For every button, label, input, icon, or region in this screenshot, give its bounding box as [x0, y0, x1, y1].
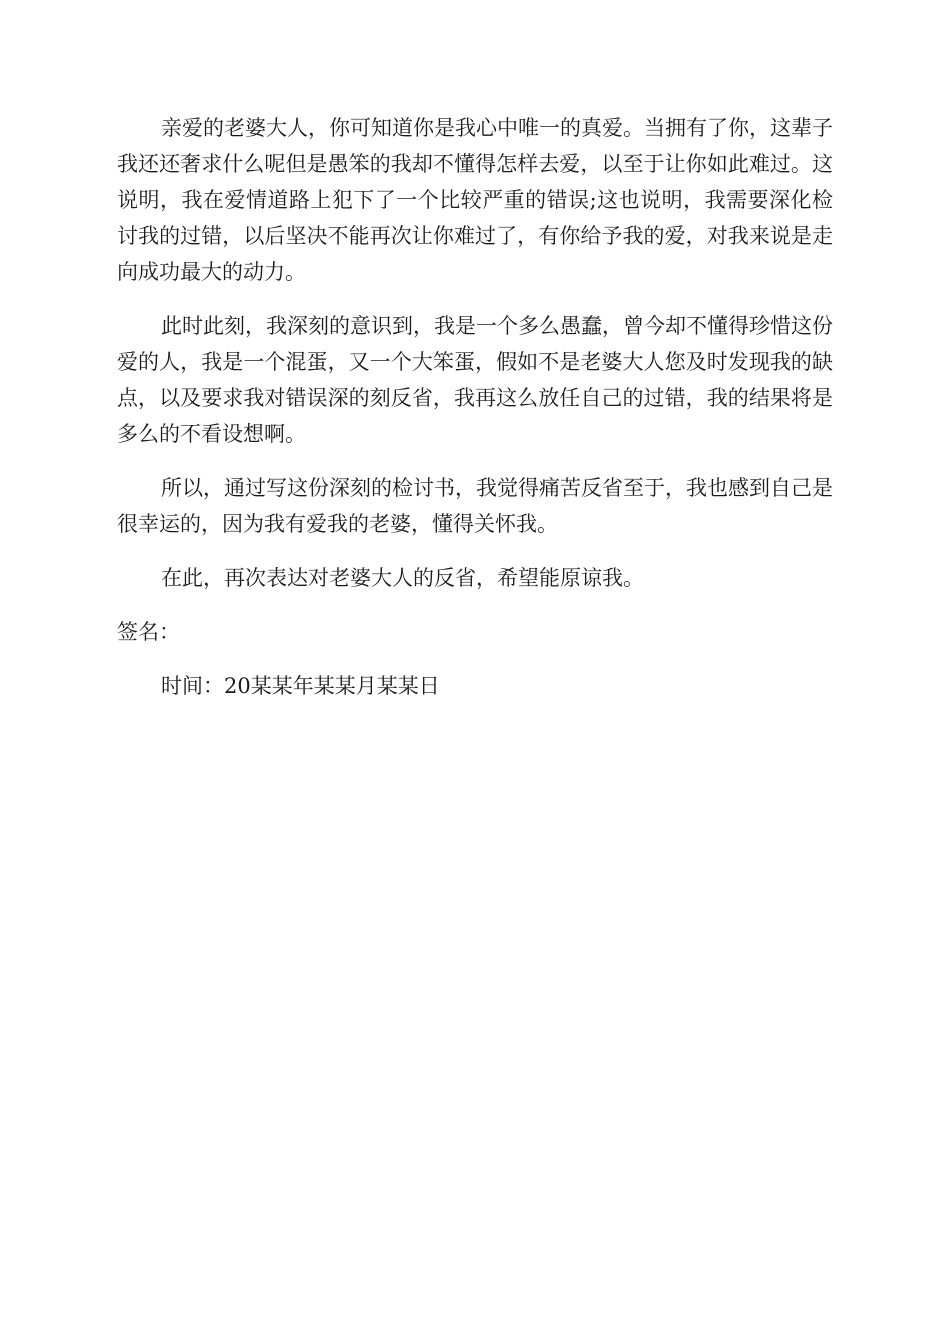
- paragraph-1: 亲爱的老婆大人，你可知道你是我心中唯一的真爱。当拥有了你，这辈子我还还奢求什么呢但是愚笨的我却不懂得怎样去爱，以至于让你如此难过。这说明，我在爱情道路上犯下了一个比较严重的错误;这也说明，我需要深化检讨我的过错，以后坚决不能再次让你难过了，有你给予我的爱，对我来说是走向成功最大的动力。: [117, 116, 833, 284]
- paragraph-2: 此时此刻，我深刻的意识到，我是一个多么愚蠢，曾今却不懂得珍惜这份爱的人，我是一个混蛋，又一个大笨蛋，假如不是老婆大人您及时发现我的缺点，以及要求我对错误深的刻反省，我再这么放任自己的过错，我的结果将是多么的不看设想啊。: [117, 314, 833, 446]
- date-line: 时间：20某某年某某月某某日: [161, 674, 440, 698]
- paragraph-4: 在此，再次表达对老婆大人的反省，希望能原谅我。: [161, 566, 644, 590]
- paragraph-3: 所以，通过写这份深刻的检讨书，我觉得痛苦反省至于，我也感到自己是很幸运的，因为我有爱我的老婆，懂得关怀我。: [117, 476, 833, 536]
- document-body: [117, 110, 833, 722]
- signature-label: 签名：: [117, 620, 180, 644]
